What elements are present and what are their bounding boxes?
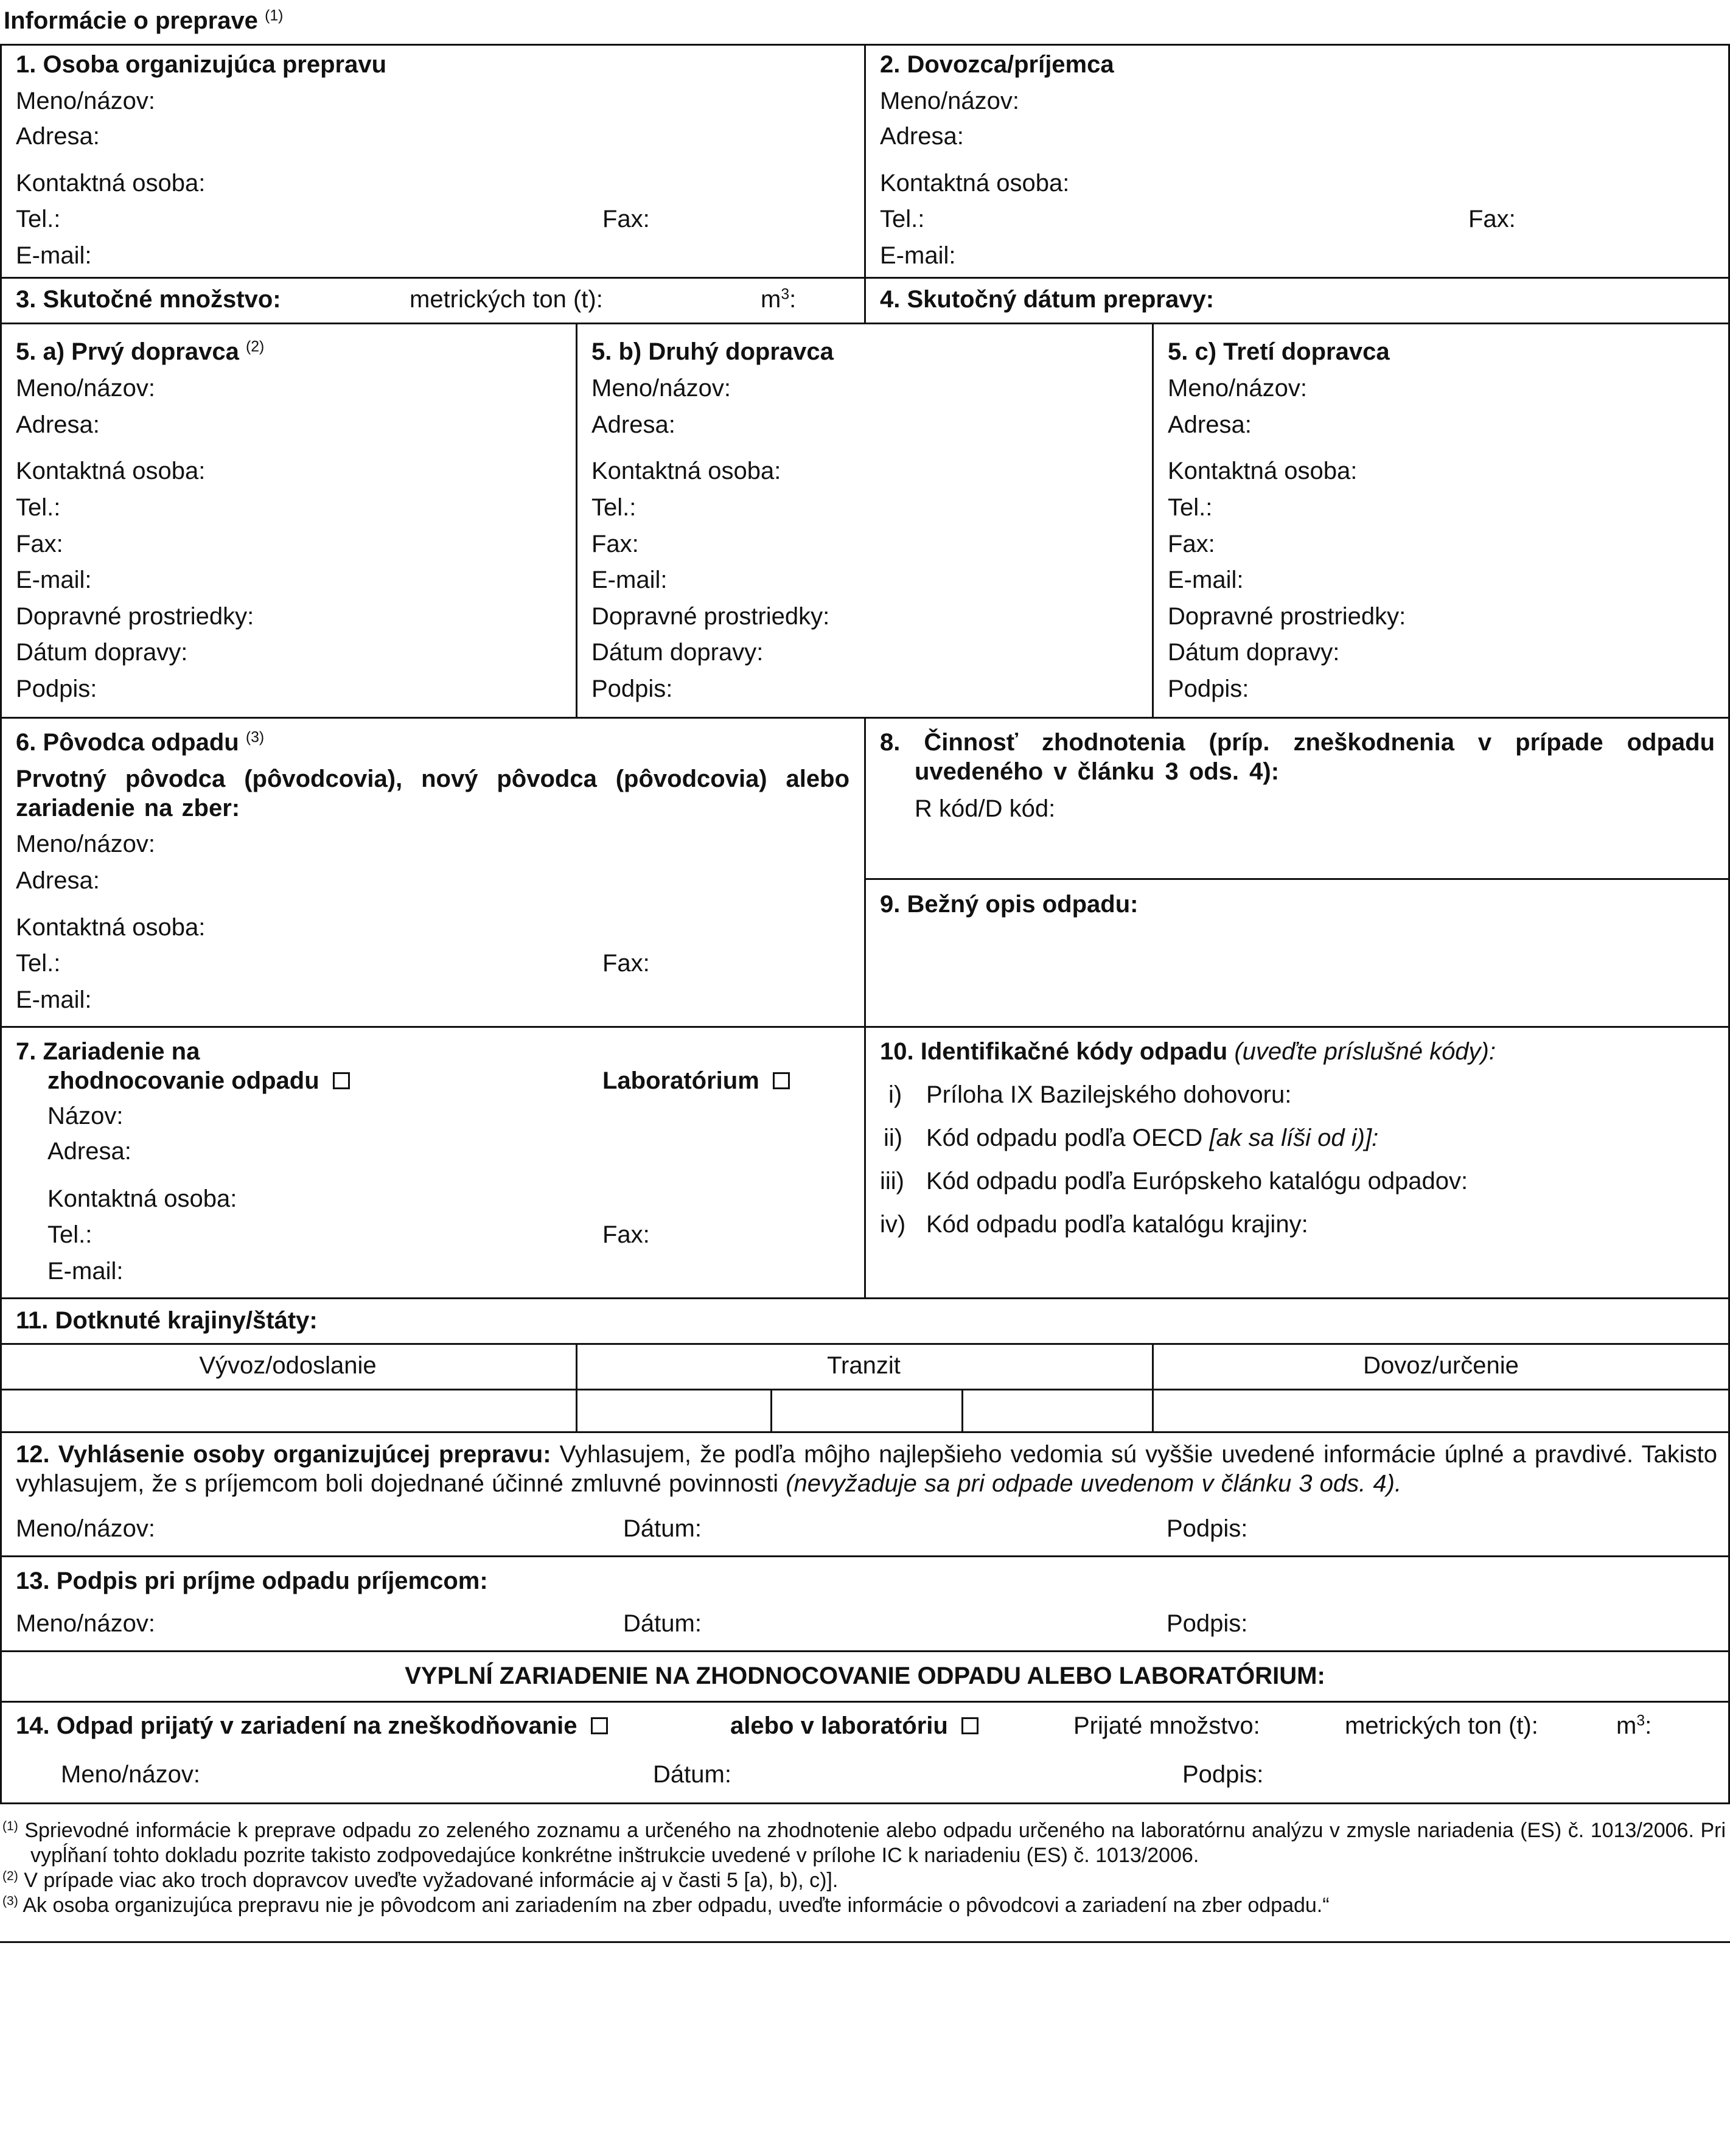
s1-email-label: E-mail: (16, 242, 92, 269)
s14-title: 14. Odpad prijatý v zariadení na zneškodňovanie (16, 1712, 577, 1739)
s5b-heading: 5. b) Druhý dopravca (591, 338, 834, 365)
s5b-email-label: E-mail: (591, 567, 668, 593)
s5c-fax-label: Fax: (1168, 531, 1215, 557)
s5c-transport-label: Dopravné prostriedky: (1168, 603, 1406, 630)
s2-tel-label: Tel.: (880, 206, 925, 232)
s8-heading: 8. Činnosť zhodnotenia (príp. zneškodnenia v prípade odpadu uvedeného v článku 3 ods. 4): (880, 729, 1715, 785)
s6-email-label: E-mail: (16, 986, 92, 1013)
s5a-heading (16, 337, 264, 366)
facility-checkbox[interactable] (333, 1072, 350, 1089)
s2-email-label: E-mail: (880, 242, 956, 269)
s9-heading: 9. Bežný opis odpadu: (880, 891, 1139, 918)
s10-item-text: Kód odpadu podľa katalógu krajiny: (926, 1211, 1308, 1238)
s12-name-label: Meno/názov: (16, 1515, 156, 1542)
s11-heading: 11. Dotknuté krajiny/štáty: (16, 1307, 318, 1334)
s7-contact-label: Kontaktná osoba: (47, 1185, 237, 1212)
s5b-transport-label: Dopravné prostriedky: (591, 603, 830, 630)
s11-col-import: Dovoz/určenie (1363, 1352, 1519, 1379)
s13-signature-label: Podpis: (1167, 1610, 1248, 1637)
s10-item-num: i) (888, 1081, 902, 1108)
s1-name-label: Meno/názov: (16, 88, 156, 114)
s10-heading (880, 1037, 1496, 1066)
s14-heading (16, 1711, 608, 1740)
s11-col-transit: Tranzit (827, 1352, 901, 1379)
s7-facility-label: zhodnocovanie odpadu (47, 1067, 319, 1094)
table-line (770, 1389, 772, 1433)
footnote-1 (2, 1818, 1726, 1868)
footnote-text: V prípade viac ako troch dopravcov uveďte vyžadované informácie aj v časti 5 [a), b), c)]. (24, 1869, 839, 1892)
s5b-name-label: Meno/názov: (591, 375, 731, 402)
table-line (0, 1650, 1730, 1652)
s10-item-text: Kód odpadu podľa OECD (926, 1125, 1203, 1151)
s5c-address-label: Adresa: (1168, 411, 1252, 438)
s11-col-export: Vývoz/odoslanie (199, 1352, 377, 1379)
s5a-contact-label: Kontaktná osoba: (16, 458, 206, 484)
footnote-ref: (1) (2, 1819, 18, 1833)
s3-m3-unit: m (761, 286, 781, 313)
s2-heading: 2. Dovozca/príjemca (880, 51, 1114, 78)
s5b-date-label: Dátum dopravy: (591, 639, 764, 666)
s5a-name-label: Meno/názov: (16, 375, 156, 402)
s12-heading: 12. Vyhlásenie osoby organizujúcej prepravu: (16, 1441, 551, 1468)
s7-heading-line1: 7. Zariadenie na (16, 1038, 200, 1065)
s5c-signature-label: Podpis: (1168, 675, 1249, 702)
s1-address-label: Adresa: (16, 123, 100, 150)
s1-fax-label: Fax: (602, 206, 650, 232)
s5a-transport-label: Dopravné prostriedky: (16, 603, 254, 630)
s6-footnote-ref: (3) (245, 729, 265, 746)
facility-banner: VYPLNÍ ZARIADENIE NA ZHODNOCOVANIE ODPADU ALEBO LABORATÓRIUM: (405, 1662, 1325, 1689)
s10-item-num: ii) (884, 1125, 903, 1151)
s14-tons-label: metrických ton (t): (1345, 1712, 1538, 1739)
s6-title: 6. Pôvodca odpadu (16, 729, 239, 756)
s2-address-label: Adresa: (880, 123, 964, 150)
s5c-date-label: Dátum dopravy: (1168, 639, 1340, 666)
s6-name-label: Meno/názov: (16, 831, 156, 857)
footnote-3 (2, 1893, 1726, 1918)
table-line (864, 717, 866, 1299)
s5a-date-label: Dátum dopravy: (16, 639, 188, 666)
laboratory-receipt-checkbox[interactable] (961, 1717, 978, 1734)
s14-m3-unit: m (1616, 1712, 1637, 1739)
s6-contact-label: Kontaktná osoba: (16, 914, 206, 941)
s13-name-label: Meno/názov: (16, 1610, 156, 1637)
s10-hint: (uveďte príslušné kódy): (1234, 1038, 1496, 1065)
table-line (0, 1555, 1730, 1557)
s14-qty-label: Prijaté množstvo: (1073, 1712, 1260, 1739)
s5b-fax-label: Fax: (591, 531, 639, 557)
s6-address-label: Adresa: (16, 867, 100, 894)
s7-email-label: E-mail: (47, 1258, 124, 1285)
s1-tel-label: Tel.: (16, 206, 61, 232)
s6-fax-label: Fax: (602, 950, 650, 977)
s14-m3-colon: : (1645, 1712, 1652, 1739)
s7-address-label: Adresa: (47, 1138, 131, 1165)
s5c-tel-label: Tel.: (1168, 494, 1213, 521)
s14-m3-label (1616, 1711, 1652, 1740)
table-line (864, 44, 866, 324)
laboratory-checkbox[interactable] (773, 1072, 790, 1089)
s3-m3-sup: 3 (781, 286, 790, 303)
title-footnote-ref: (1) (265, 7, 284, 24)
s12-text: Vyhlasujem, že podľa môjho najlepšieho vedomia sú vyššie uvedené informácie úplné a pravdivé. Takisto vyhlasujem, že s príjemcom boli dojednané účinné zmluvné povinnosti (16, 1441, 1717, 1497)
s10-item-text: Kód odpadu podľa Európskeho katalógu odpadov: (926, 1168, 1468, 1195)
s7-lab-label: Laboratórium (602, 1067, 759, 1094)
s5a-footnote-ref: (2) (245, 338, 265, 355)
s4-heading: 4. Skutočný dátum prepravy: (880, 286, 1215, 313)
s14-m3-sup: 3 (1636, 1712, 1645, 1729)
s14-or-lab-label: alebo v laboratóriu (730, 1712, 948, 1739)
s10-item-text: Príloha IX Bazilejského dohovoru: (926, 1081, 1292, 1108)
s1-heading: 1. Osoba organizujúca prepravu (16, 51, 387, 78)
s5c-heading: 5. c) Tretí dopravca (1168, 338, 1390, 365)
s1-contact-label: Kontaktná osoba: (16, 170, 206, 197)
s10-item-note: [ak sa líši od i)]: (1209, 1125, 1379, 1151)
s12-note: (nevyžaduje sa pri odpade uvedenom v článku 3 ods. 4). (786, 1470, 1402, 1497)
footnote-text: Ak osoba organizujúca prepravu nie je pôvodcom ani zariadením na zber odpadu, uveďte informácie o pôvodcovi a zariadení na zber odpadu.“ (23, 1894, 1330, 1917)
form-title (4, 6, 283, 35)
s5b-address-label: Adresa: (591, 411, 675, 438)
s7-name-label: Názov: (47, 1103, 124, 1129)
s12-date-label: Dátum: (623, 1515, 702, 1542)
s2-fax-label: Fax: (1468, 206, 1516, 232)
table-line (576, 323, 577, 719)
s2-contact-label: Kontaktná osoba: (880, 170, 1070, 197)
s12-signature-label: Podpis: (1167, 1515, 1248, 1542)
table-line (0, 1802, 1730, 1804)
s5c-email-label: E-mail: (1168, 567, 1244, 593)
s5a-fax-label: Fax: (16, 531, 63, 557)
s5b-contact-label: Kontaktná osoba: (591, 458, 781, 484)
s5a-signature-label: Podpis: (16, 675, 97, 702)
table-line (0, 1431, 1730, 1433)
s5a-tel-label: Tel.: (16, 494, 61, 521)
s10-item-num: iii) (880, 1168, 904, 1195)
s5a-title: 5. a) Prvý dopravca (16, 338, 239, 365)
s6-heading (16, 728, 264, 757)
s7-heading-line2 (47, 1066, 350, 1095)
footnote-text: Sprievodné informácie k preprave odpadu zo zeleného zoznamu a určeného na zhodnotenie alebo odpadu určeného na laboratórnu analýzu v zmysle nariadenia (ES) č. 1013/2006. Pri vypĺňaní tohto dokladu pozrite takisto zodpovedajúce konkrétne inštrukcie uvedené v prílohe IC k nariadeniu (ES) č. 1013/2006. (24, 1819, 1726, 1867)
s8-code-label: R kód/D kód: (915, 795, 1056, 822)
disposal-checkbox[interactable] (591, 1717, 608, 1734)
table-line (0, 44, 2, 1804)
footnote-ref: (2) (2, 1869, 18, 1883)
s6-subheading: Prvotný pôvodca (pôvodcovia), nový pôvodca (pôvodcovia) alebo zariadenie na zber: (16, 766, 849, 822)
s13-date-label: Dátum: (623, 1610, 702, 1637)
s5c-name-label: Meno/názov: (1168, 375, 1308, 402)
form-title-text: Informácie o preprave (4, 7, 258, 34)
s3-tons-label: metrických ton (t): (410, 286, 603, 313)
s14-or-lab (730, 1711, 978, 1740)
s5a-address-label: Adresa: (16, 411, 100, 438)
table-line (0, 1389, 1730, 1390)
table-line (0, 1941, 1730, 1943)
s5b-signature-label: Podpis: (591, 675, 673, 702)
s3-heading: 3. Skutočné množstvo: (16, 286, 281, 313)
s14-signature-label: Podpis: (1182, 1761, 1264, 1788)
s3-m3-colon: : (789, 286, 797, 313)
s10-title: 10. Identifikačné kódy odpadu (880, 1038, 1228, 1065)
s13-heading: 13. Podpis pri príjme odpadu príjemcom: (16, 1568, 488, 1594)
table-line (864, 878, 1730, 880)
s7-tel-label: Tel.: (47, 1221, 92, 1248)
s5b-tel-label: Tel.: (591, 494, 637, 521)
footnote-ref: (3) (2, 1894, 18, 1908)
s3-m3-label (761, 285, 796, 314)
s14-name-label: Meno/názov: (61, 1761, 201, 1788)
s6-tel-label: Tel.: (16, 950, 61, 977)
s10-item-num: iv) (880, 1211, 906, 1238)
s5c-contact-label: Kontaktná osoba: (1168, 458, 1358, 484)
table-line (961, 1389, 963, 1433)
s14-date-label: Dátum: (653, 1761, 731, 1788)
s10-item-text-wrap (926, 1123, 1378, 1153)
table-line (0, 1343, 1730, 1345)
s5a-email-label: E-mail: (16, 567, 92, 593)
table-line (1152, 323, 1154, 719)
s7-lab (602, 1066, 790, 1095)
footnote-2 (2, 1868, 1726, 1893)
table-line (0, 1701, 1730, 1703)
s2-name-label: Meno/názov: (880, 88, 1020, 114)
s12-declaration (16, 1440, 1717, 1498)
s7-fax-label: Fax: (602, 1221, 650, 1248)
